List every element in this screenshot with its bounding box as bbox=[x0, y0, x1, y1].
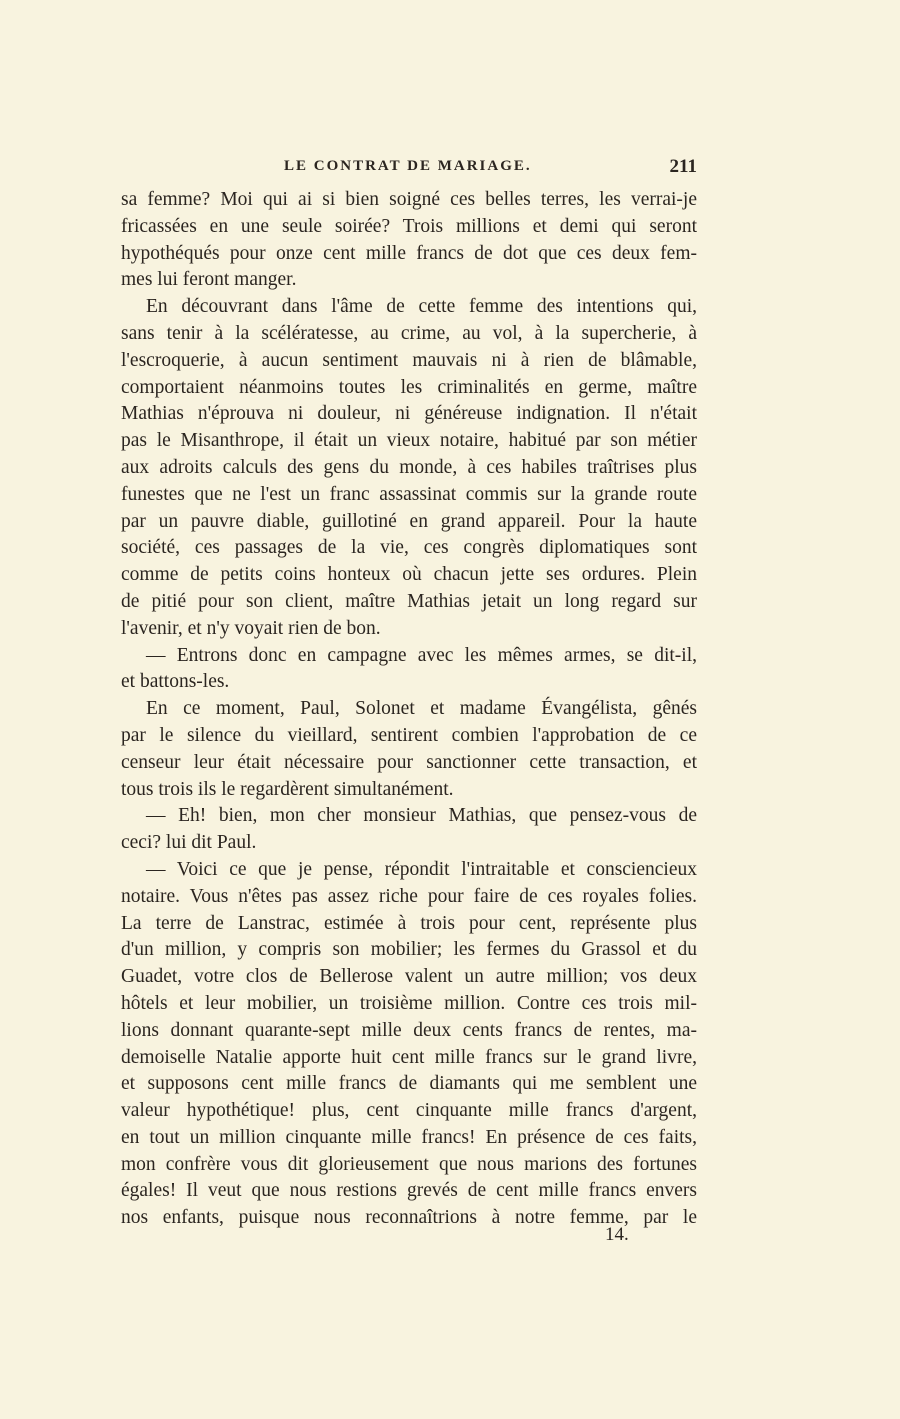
text-line: hypothéqués pour onze cent mille francs de dot que ces deux fem- bbox=[121, 242, 697, 264]
text-line: mon confrère vous dit glorieusement que nous marions des fortunes bbox=[121, 1153, 697, 1175]
page-number: 211 bbox=[669, 156, 697, 177]
text-line: Guadet, votre clos de Bellerose valent un autre million; vos deux bbox=[121, 966, 697, 988]
text-line: demoiselle Natalie apporte huit cent mille francs sur le grand livre, bbox=[121, 1046, 697, 1068]
text-line: société, ces passages de la vie, ces congrès diplomatiques sont bbox=[121, 537, 697, 559]
text-line: fricassées en une seule soirée? Trois millions et demi qui seront bbox=[121, 215, 697, 237]
text-line: par le silence du vieillard, sentirent combien l'approbation de ce bbox=[121, 724, 697, 746]
text-line: par un pauvre diable, guillotiné en grand appareil. Pour la haute bbox=[121, 510, 697, 532]
paragraph bbox=[121, 696, 697, 803]
paragraph bbox=[121, 294, 697, 642]
running-title: LE CONTRAT DE MARIAGE. bbox=[284, 158, 532, 174]
text-line: en tout un million cinquante mille francs! En présence de ces faits, bbox=[121, 1126, 697, 1148]
text-line: ceci? lui dit Paul. bbox=[121, 832, 257, 854]
text-line: aux adroits calculs des gens du monde, à ces habiles traîtrises plus bbox=[121, 456, 697, 478]
paragraph bbox=[121, 187, 697, 294]
text-line: nos enfants, puisque nous reconnaîtrions à notre femme, par le bbox=[121, 1207, 697, 1229]
text-line: l'avenir, et n'y voyait rien de bon. bbox=[121, 617, 381, 639]
paragraph bbox=[121, 643, 697, 697]
text-line: — Entrons donc en campagne avec les mêmes armes, se dit-il, bbox=[146, 644, 697, 666]
text-line: sa femme? Moi qui ai si bien soigné ces belles terres, les verrai-je bbox=[121, 189, 697, 210]
text-line: et battons-les. bbox=[121, 671, 230, 693]
text-line: hôtels et leur mobilier, un troisième million. Contre ces trois mil- bbox=[121, 992, 697, 1014]
text-line: notaire. Vous n'êtes pas assez riche pour faire de ces royales folies. bbox=[121, 885, 697, 907]
paragraph bbox=[121, 857, 697, 1232]
page-body bbox=[121, 187, 697, 1232]
text-line: Mathias n'éprouva ni douleur, ni généreuse indignation. Il n'était bbox=[121, 403, 697, 425]
paragraph bbox=[121, 803, 697, 857]
text-line: — Eh! bien, mon cher monsieur Mathias, que pensez-vous de bbox=[146, 805, 697, 827]
text-line: funestes que ne l'est un franc assassinat commis sur la grande route bbox=[121, 483, 697, 505]
text-line: censeur leur était nécessaire pour sanctionner cette transaction, et bbox=[121, 751, 697, 773]
text-line: mes lui feront manger. bbox=[121, 269, 297, 291]
text-line: l'escroquerie, à aucun sentiment mauvais ni à rien de blâmable, bbox=[121, 349, 697, 371]
text-line: lions donnant quarante-sept mille deux cents francs de rentes, ma- bbox=[121, 1019, 697, 1041]
text-line: comportaient néanmoins toutes les criminalités en germe, maître bbox=[121, 376, 697, 398]
text-line: valeur hypothétique! plus, cent cinquante mille francs d'argent, bbox=[121, 1100, 697, 1122]
text-line: sans tenir à la scélératesse, au crime, au vol, à la supercherie, à bbox=[121, 322, 697, 344]
text-line: pas le Misanthrope, il était un vieux notaire, habitué par son métier bbox=[121, 430, 697, 452]
text-line: En ce moment, Paul, Solonet et madame Évangélista, gênés bbox=[146, 698, 697, 720]
text-line: En découvrant dans l'âme de cette femme des intentions qui, bbox=[146, 296, 697, 318]
text-line: et supposons cent mille francs de diamants qui me semblent une bbox=[121, 1073, 697, 1095]
signature-mark: 14. bbox=[605, 1224, 629, 1245]
text-line: égales! Il veut que nous restions grevés de cent mille francs envers bbox=[121, 1180, 697, 1202]
text-line: d'un million, y compris son mobilier; les fermes du Grassol et du bbox=[121, 939, 697, 961]
text-line: La terre de Lanstrac, estimée à trois pour cent, représente plus bbox=[121, 912, 697, 934]
page-header bbox=[121, 158, 697, 182]
text-line: de pitié pour son client, maître Mathias jetait un long regard sur bbox=[121, 590, 697, 612]
text-line: — Voici ce que je pense, répondit l'intraitable et consciencieux bbox=[146, 858, 697, 880]
text-line: comme de petits coins honteux où chacun jette ses ordures. Plein bbox=[121, 564, 697, 586]
text-line: tous trois ils le regardèrent simultanément. bbox=[121, 778, 454, 800]
